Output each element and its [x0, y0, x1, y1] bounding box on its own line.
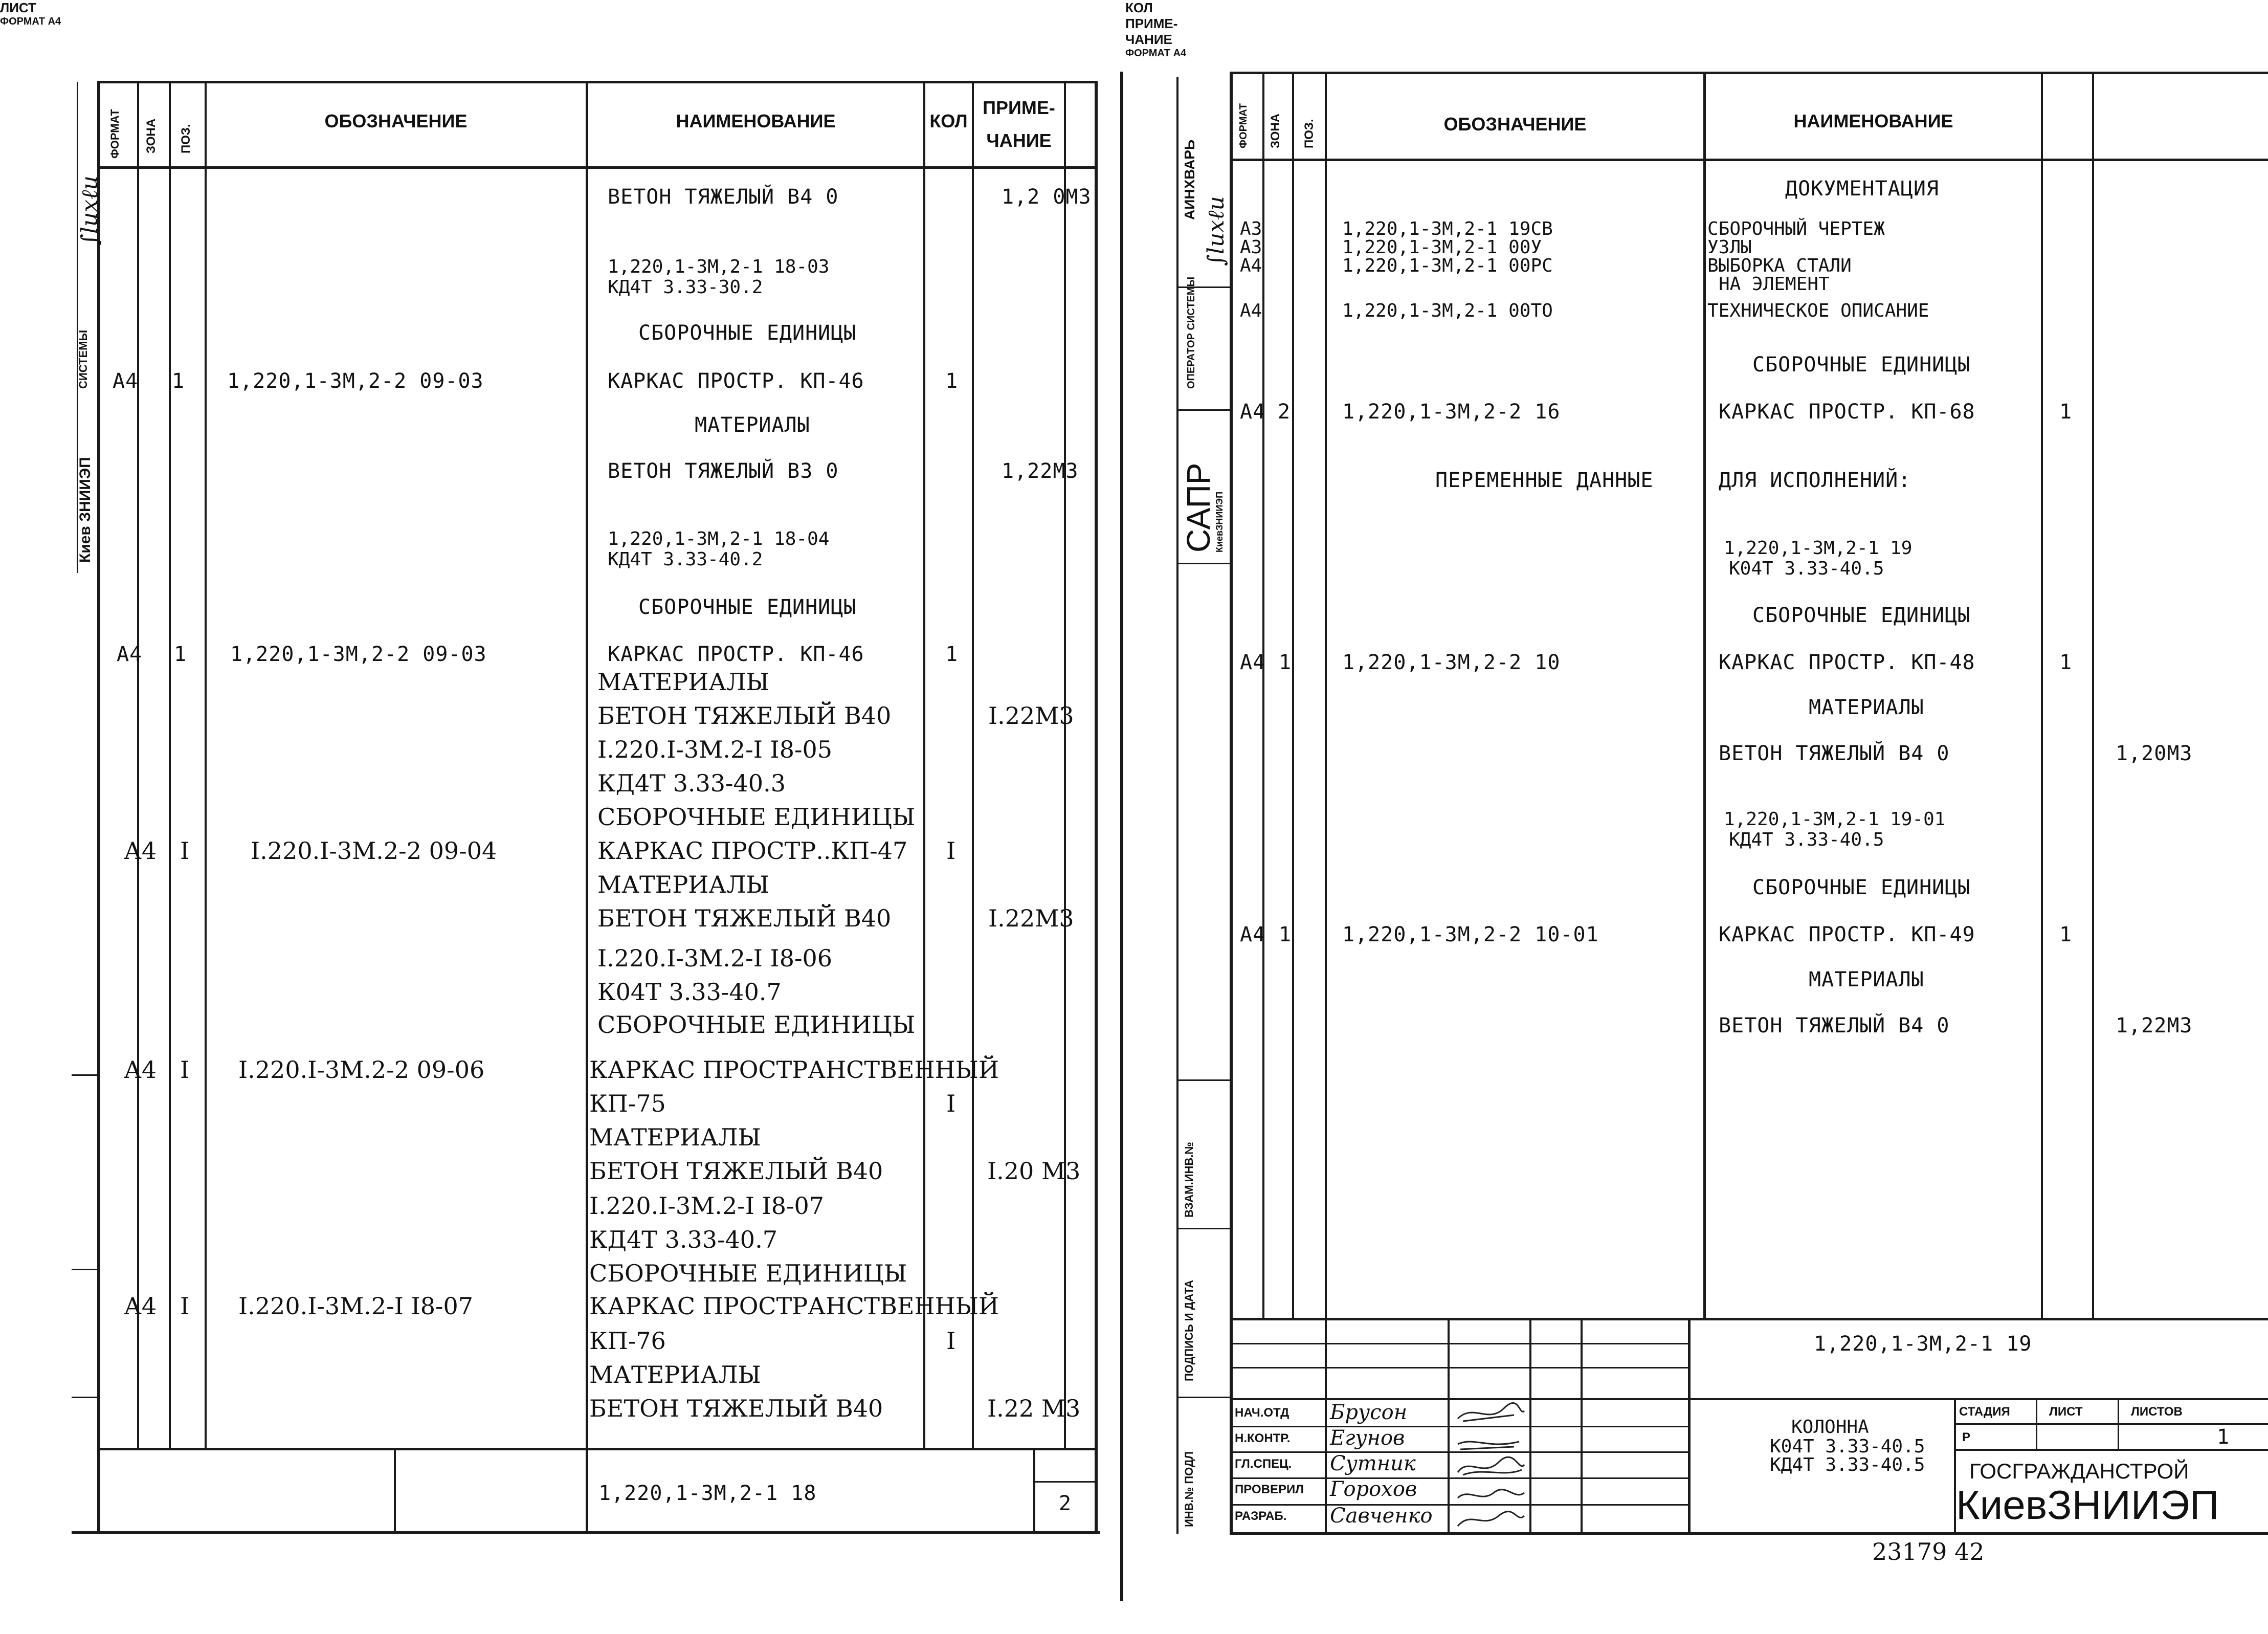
row-zone: I — [180, 1292, 190, 1320]
title-line: К04Т 3.33-40.5 — [1770, 1436, 1925, 1457]
org-ministry: ГОСГРАЖДАНСТРОЙ — [1969, 1459, 2189, 1483]
header-note-2: ЧАНИЕ — [1125, 32, 1172, 47]
header-designation: ОБОЗНАЧЕНИЕ — [324, 111, 468, 131]
row-name: УЗЛЫ — [1707, 237, 1752, 258]
header-designation: ОБОЗНАЧЕНИЕ — [1443, 114, 1587, 135]
row-qty: 1 — [2059, 400, 2073, 424]
header-qty: КОЛ — [929, 111, 968, 131]
row-name: КД4Т 3.33-40.3 — [597, 769, 786, 797]
row-designation: I.220.I-3М.2-2 09-06 — [238, 1056, 485, 1084]
row-name: I.220.I-3М.2-I I8-06 — [597, 944, 833, 972]
row-format: А4 — [124, 1292, 157, 1320]
row-name: МАТЕРИАЛЫ — [589, 1361, 761, 1388]
header-zone: ЗОНА — [144, 118, 158, 153]
row-qty: 1 — [945, 369, 959, 393]
format-label: ФОРМАТ А4 — [1125, 48, 1187, 59]
row-name: СБОРОЧНЫЕ ЕДИНИЦЫ — [1752, 604, 1971, 627]
left-sheet — [0, 0, 1125, 1634]
row-note: 1,22М3 — [2116, 1014, 2193, 1037]
row-name: СБОРОЧНЫЕ ЕДИНИЦЫ — [638, 321, 857, 345]
row-name: МАТЕРИАЛЫ — [1809, 696, 1924, 719]
row-name: 1,220,1-3М,2-1 19 — [1724, 538, 1913, 559]
row-name: ТЕХНИЧЕСКОЕ ОПИСАНИЕ — [1707, 300, 1929, 321]
row-name: КД4Т 3.33-40.5 — [1729, 829, 1884, 850]
row-zone: I — [180, 1056, 190, 1084]
stage-label: СТАДИЯ — [1959, 1405, 2010, 1419]
row-name: КАРКАС ПРОСТР. КП-48 — [1719, 651, 1975, 674]
row-designation: ПЕРЕМЕННЫЕ ДАННЫЕ — [1435, 469, 1654, 492]
row-name: МАТЕРИАЛЫ — [589, 1123, 761, 1151]
row-name: КД4Т 3.33-40.7 — [589, 1226, 777, 1253]
row-name: БЕТОН ТЯЖЕЛЫЙ В40 — [589, 1157, 883, 1185]
row-format: А4 — [117, 643, 143, 666]
signer-name: Савченко — [1330, 1504, 1433, 1528]
row-zone: I — [180, 837, 190, 865]
sheet-label: ЛИСТ — [2049, 1405, 2083, 1419]
signature-scribbles — [1453, 1401, 1529, 1534]
row-designation: 1,220,1-3М,2-2 09-03 — [227, 369, 484, 393]
row-name: БЕТОН ТЯЖЕЛЫЙ В40 — [589, 1395, 883, 1422]
row-designation: 1,220,1-3М,2-2 16 — [1342, 400, 1561, 424]
role-developed: РАЗРАБ. — [1235, 1509, 1287, 1523]
row-name: НА ЭЛЕМЕНТ — [1719, 274, 1830, 295]
row-name: СБОРОЧНЫЕ ЕДИНИЦЫ — [1752, 353, 1971, 377]
format-label: ФОРМАТ А4 — [0, 16, 61, 27]
row-designation: I.220.I-3М.2-I I8-07 — [238, 1292, 474, 1320]
row-format: А4 — [124, 1056, 157, 1084]
row-format: А4 — [1240, 651, 1266, 674]
row-name: КАРКАС ПРОСТРАНСТВЕННЫЙ — [589, 1292, 999, 1320]
footer-document-code: 1,220,1-3М,2-1 18 — [598, 1482, 817, 1505]
row-zone: 2 — [1278, 400, 1291, 424]
row-name: СБОРОЧНЫЕ ЕДИНИЦЫ — [597, 1011, 916, 1039]
row-name: ДЛЯ ИСПОЛНЕНИЙ: — [1719, 469, 1911, 492]
side-signature: ∫luxℓu — [1203, 196, 1229, 266]
title-block-code: 1,220,1-3М,2-1 19 — [1814, 1332, 2032, 1356]
org-institute: КиевЗНИИЭП — [1956, 1482, 2219, 1528]
title-line: КОЛОННА — [1791, 1417, 1869, 1438]
row-format: А3 — [1240, 218, 1262, 239]
row-note: I.20 М3 — [987, 1157, 1081, 1185]
row-note: I.22 М3 — [987, 1395, 1081, 1422]
row-format: А4 — [1240, 300, 1262, 321]
row-designation: 1,220,1-3М,2-1 19СВ — [1342, 218, 1553, 239]
row-name: БЕТОН ТЯЖЕЛЫЙ В40 — [597, 904, 892, 932]
row-name: СБОРОЧНЫЕ ЕДИНИЦЫ — [589, 1260, 907, 1287]
row-zone: 1 — [1279, 651, 1292, 674]
side-signature: ∫luxℓu — [77, 175, 103, 246]
row-qty: 1 — [2059, 651, 2073, 674]
side-org: КиевЗНИИЭП — [1214, 491, 1225, 553]
row-name: I.220.I-3М.2-I I8-05 — [597, 736, 833, 763]
side-text: ВЗАМ.ИНВ.№ — [1183, 1142, 1195, 1218]
row-note: I.22М3 — [988, 702, 1074, 730]
row-designation: 1,220,1-3М,2-2 10 — [1342, 651, 1561, 674]
footer-sheet-label: ЛИСТ — [0, 0, 36, 15]
row-qty: I — [946, 837, 956, 865]
row-name: СБОРОЧНЫЕ ЕДИНИЦЫ — [638, 595, 857, 619]
row-name: МАТЕРИАЛЫ — [597, 668, 769, 696]
row-zone: 1 — [1279, 923, 1292, 946]
row-name: 1,220,1-3М,2-1 18-04 — [608, 528, 830, 549]
row-name: СБОРОЧНЫЙ ЧЕРТЕЖ — [1707, 218, 1885, 239]
header-pos: ПОЗ. — [1302, 119, 1316, 148]
row-name: СБОРОЧНЫЕ ЕДИНИЦЫ — [1752, 876, 1971, 899]
header-note-1: ПРИМЕ- — [983, 97, 1055, 118]
signer-name: Брусон — [1330, 1401, 1408, 1424]
row-name: КАРКАС ПРОСТР. КП-46 — [608, 369, 864, 393]
row-designation: 1,220,1-3М,2-2 10-01 — [1342, 923, 1599, 946]
signer-name: Егунов — [1330, 1426, 1405, 1450]
row-note: 1,22М3 — [1002, 459, 1079, 483]
row-name: КАРКАС ПРОСТР. КП-49 — [1719, 923, 1975, 946]
row-name: ВЕТОН ТЯЖЕЛЫЙ В4 0 — [608, 185, 839, 209]
row-name: I.220.I-3М.2-I I8-07 — [589, 1192, 825, 1220]
row-designation: 1,220,1-3М,2-1 00У — [1342, 237, 1542, 258]
header-zone: ЗОНА — [1269, 113, 1282, 148]
role-norm-control: Н.КОНТР. — [1235, 1431, 1291, 1445]
title-block — [1230, 1318, 2268, 1320]
row-format: А4 — [124, 837, 157, 865]
title-line: КД4Т 3.33-40.5 — [1770, 1454, 1925, 1475]
header-format: ФОРМАТ — [108, 109, 121, 159]
row-name: КД4Т 3.33-30.2 — [608, 277, 763, 298]
row-format: А3 — [1240, 237, 1262, 258]
row-name: КАРКАС ПРОСТРАНСТВЕННЫЙ — [589, 1056, 999, 1084]
row-name: ВЕТОН ТЯЖЕЛЫЙ В3 0 — [608, 459, 839, 483]
header-note-1: ПРИМЕ- — [1125, 16, 1178, 31]
row-designation: 1,220,1-3М,2-2 09-03 — [230, 643, 487, 666]
row-name: КАРКАС ПРОСТР..КП-47 — [597, 837, 908, 865]
side-text: АИНХВАРЬ — [1182, 139, 1197, 220]
row-format: А4 — [1240, 255, 1262, 276]
row-format: А4 — [1240, 923, 1266, 946]
side-org-label: Киев ЗНИИЭП — [77, 457, 94, 563]
row-name: МАТЕРИАЛЫ — [695, 413, 810, 437]
side-text: ИНВ.№ ПОДЛ — [1183, 1451, 1195, 1527]
row-designation: I.220.I-3М.2-2 09-04 — [251, 837, 497, 865]
row-qty: 1 — [2059, 923, 2073, 946]
row-note: 1,20М3 — [2116, 742, 2193, 765]
row-name: К04Т 3.33-40.5 — [1729, 558, 1884, 579]
role-head-dept: НАЧ.ОТД — [1235, 1406, 1289, 1420]
role-checked: ПРОВЕРИЛ — [1235, 1483, 1304, 1496]
signer-name: Сутник — [1330, 1452, 1416, 1475]
header-name: НАИМЕНОВАНИЕ — [676, 111, 836, 131]
header-pos: ПОЗ. — [179, 124, 193, 153]
row-designation: 1,220,1-3М,2-1 00РС — [1342, 255, 1553, 276]
row-name: ВЫБОРКА СТАЛИ — [1707, 255, 1852, 276]
row-name: СБОРОЧНЫЕ ЕДИНИЦЫ — [597, 803, 916, 831]
row-note: 1,2 0М3 — [1002, 185, 1092, 209]
row-name: К04Т 3.33-40.7 — [597, 978, 782, 1006]
row-name: 1,220,1-3М,2-1 18-03 — [608, 256, 830, 277]
sheets-value: 1 — [2217, 1425, 2230, 1449]
row-qty: 1 — [945, 643, 959, 666]
sheet-divider — [1120, 72, 1123, 1601]
signer-name: Горохов — [1330, 1477, 1417, 1501]
row-name: КД4Т 3.33-40.2 — [608, 549, 763, 570]
side-text: ОПЕРАТОР СИСТЕМЫ — [1186, 276, 1197, 389]
side-system-label: СИСТЕМЫ — [77, 329, 90, 389]
row-qty: I — [946, 1090, 956, 1117]
row-qty: I — [946, 1327, 956, 1355]
stage-value: Р — [1962, 1430, 1971, 1444]
row-format: А4 — [1240, 400, 1266, 424]
sheets-label: ЛИСТОВ — [2131, 1405, 2183, 1419]
header-qty: КОЛ — [1125, 0, 1153, 15]
row-format: А4 — [113, 369, 139, 393]
row-designation: 1,220,1-3М,2-1 00ТО — [1342, 300, 1553, 321]
stamp-number: 23179 42 — [1872, 1538, 1985, 1565]
side-sapr: САПР — [1180, 462, 1217, 553]
row-name: ВЕТОН ТЯЖЕЛЫЙ В4 0 — [1719, 1014, 1950, 1037]
row-zone: 1 — [174, 643, 187, 666]
row-name: 1,220,1-3М,2-1 19-01 — [1724, 809, 1946, 830]
row-name: КП-75 — [589, 1090, 666, 1117]
row-name: КАРКАС ПРОСТР. КП-46 — [608, 643, 864, 666]
row-name: ВЕТОН ТЯЖЕЛЫЙ В4 0 — [1719, 742, 1950, 765]
header-name: НАИМЕНОВАНИЕ — [1793, 111, 1953, 131]
row-note: I.22М3 — [988, 904, 1074, 932]
role-chief-spec: ГЛ.СПЕЦ. — [1235, 1457, 1292, 1471]
header-format: ФОРМАТ — [1238, 103, 1249, 148]
side-text: ПОДПИСЬ И ДАТА — [1183, 1279, 1195, 1381]
row-name: БЕТОН ТЯЖЕЛЫЙ В40 — [597, 702, 892, 730]
row-name: КАРКАС ПРОСТР. КП-68 — [1719, 400, 1975, 424]
header-note-2: ЧАНИЕ — [986, 130, 1052, 151]
row-name: МАТЕРИАЛЫ — [597, 871, 769, 898]
right-sheet — [1125, 0, 2268, 1634]
row-name: ДОКУМЕНТАЦИЯ — [1785, 177, 1939, 201]
row-name: МАТЕРИАЛЫ — [1809, 968, 1924, 991]
footer-sheet-number: 2 — [1059, 1492, 1072, 1515]
row-zone: 1 — [172, 369, 185, 393]
row-name: КП-76 — [589, 1327, 666, 1355]
